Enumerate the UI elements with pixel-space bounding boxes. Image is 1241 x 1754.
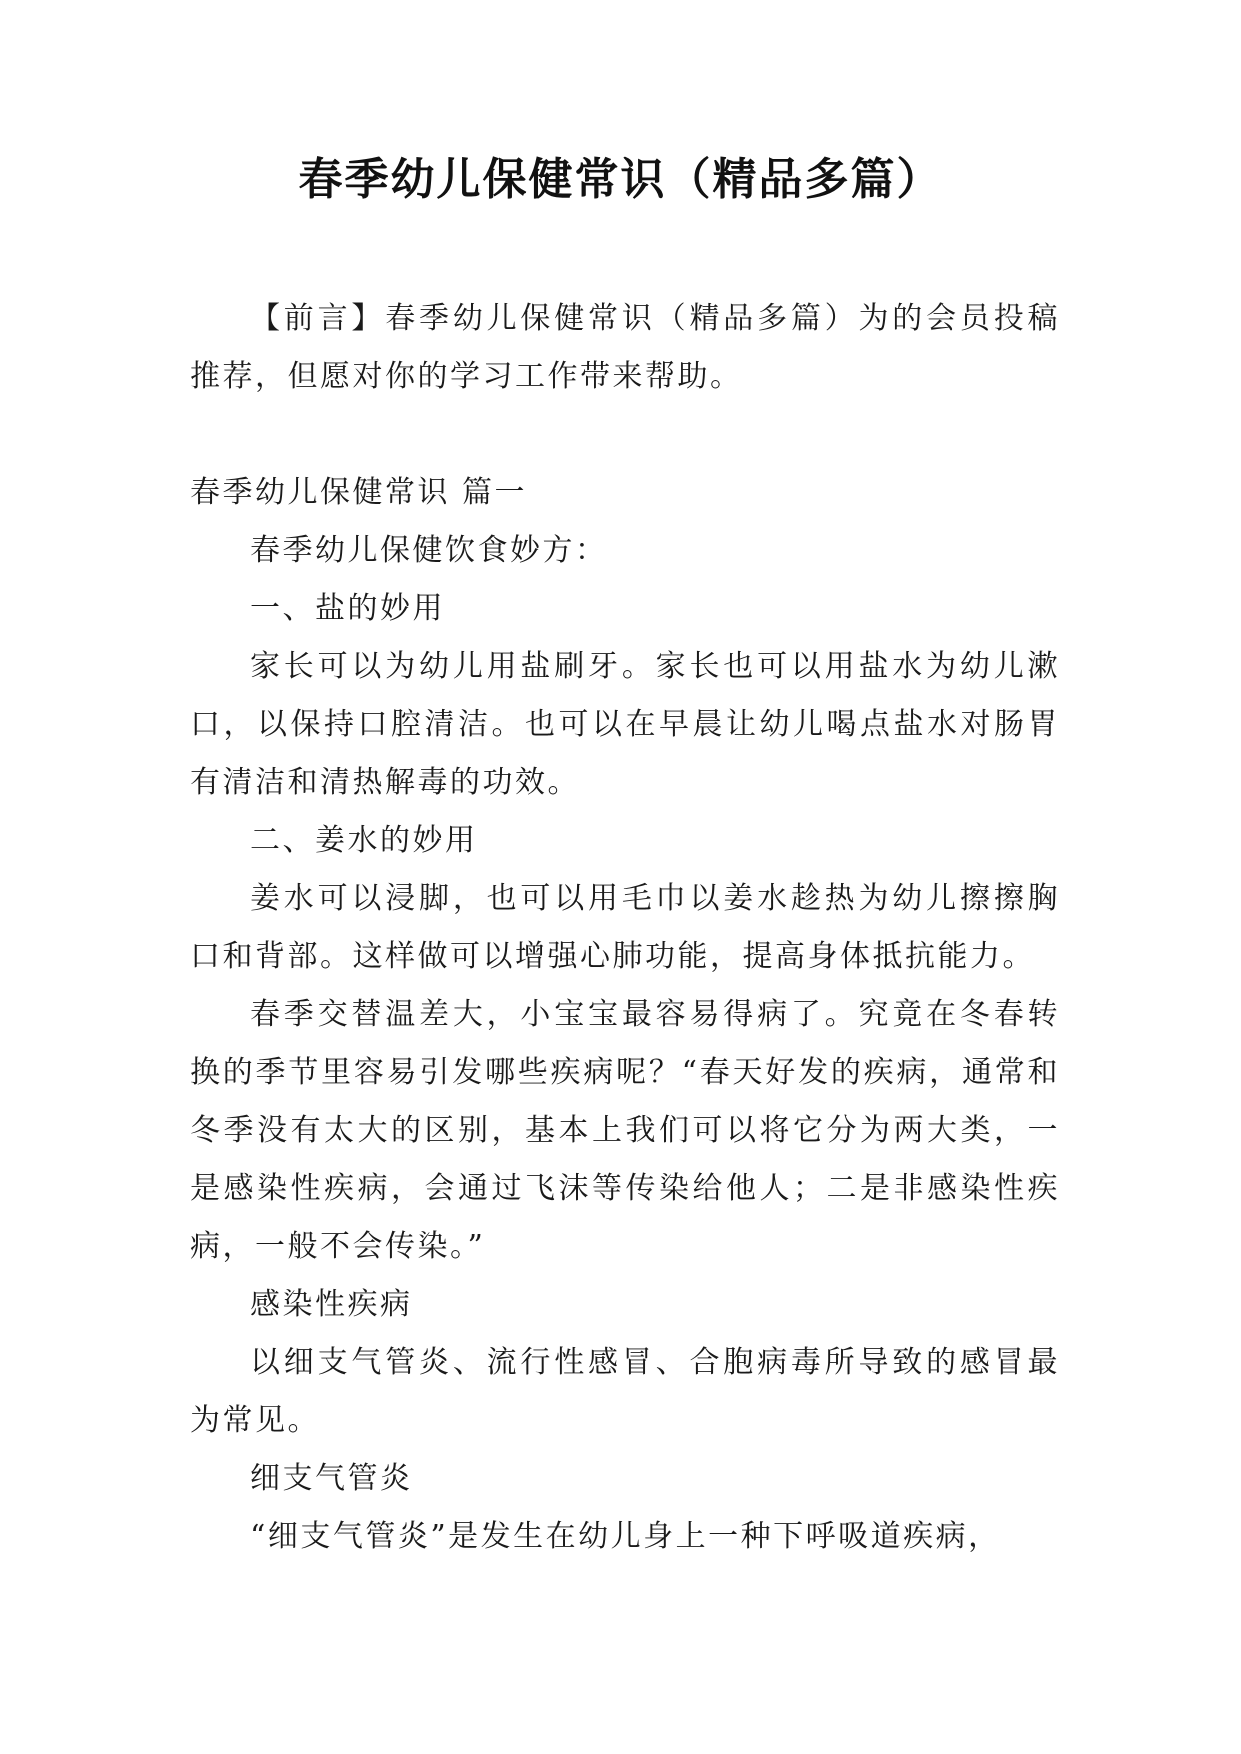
spacer: [190, 406, 1060, 464]
body-paragraph: 以细支气管炎、流行性感冒、合胞病毒所导致的感冒最为常见。: [190, 1345, 1060, 1438]
body-paragraph: 姜水可以浸脚，也可以用毛巾以姜水趁热为幼儿擦擦胸口和背部。这样做可以增强心肺功能，提高身体抵抗能力。: [190, 881, 1060, 974]
document-title: 春季幼儿保健常识（精品多篇）: [298, 154, 943, 205]
body-paragraph: 春季幼儿保健饮食妙方：: [250, 533, 608, 568]
section-heading: 春季幼儿保健常识 篇一: [190, 475, 528, 510]
body-paragraph: 一、盐的妙用: [250, 591, 445, 626]
body-paragraph: 二、姜水的妙用: [250, 823, 478, 858]
body-paragraph: “细支气管炎”是发生在幼儿身上一种下呼吸道疾病，: [250, 1519, 1001, 1554]
document-body: [190, 290, 1060, 1566]
body-paragraph: 感染性疾病: [250, 1287, 413, 1322]
body-paragraph: 细支气管炎: [250, 1461, 413, 1496]
body-paragraph: 家长可以为幼儿用盐刷牙。家长也可以用盐水为幼儿漱口，以保持口腔清洁。也可以在早晨让幼儿喝点盐水对肠胃有清洁和清热解毒的功效。: [190, 649, 1060, 800]
body-paragraph: 春季交替温差大，小宝宝最容易得病了。究竟在冬春转换的季节里容易引发哪些疾病呢？“春天好发的疾病，通常和冬季没有太大的区别，基本上我们可以将它分为两大类，一是感染性疾病，会通过飞沫等传染给他人；二是非感染性疾病，一般不会传染。”: [190, 997, 1060, 1264]
preface-paragraph: 【前言】春季幼儿保健常识（精品多篇）为的会员投稿推荐，但愿对你的学习工作带来帮助。: [190, 301, 1060, 394]
